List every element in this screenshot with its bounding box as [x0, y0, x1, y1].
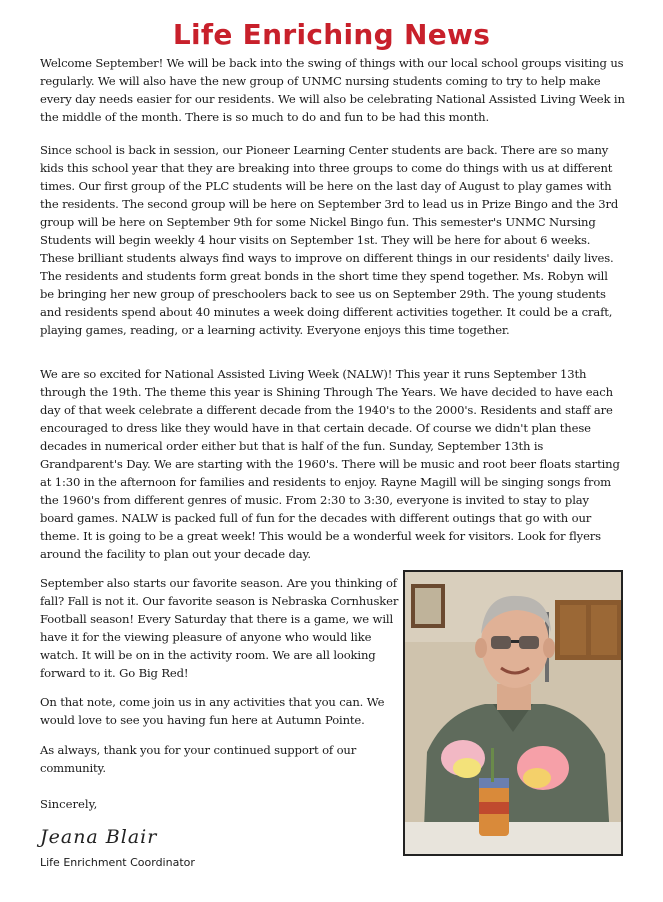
newsletter-title: Life Enriching News: [172, 18, 491, 51]
paragraph-school: Since school is back in session, our Pioneer Learning Center students are back. There are so many kids this school year that they are breaking into three groups to come do things with us at different times. Our first group of the PLC students will be here on the last day of August to play games with the residents. The second group will be here on September 3rd to lead us in Prize Bingo and the 3rd group will be here on September 9th for some Nickel Bingo fun. This semester's UNMC Nursing Students will begin weekly 4 hour visits on September 1st. They will be here for about 6 weeks. These brilliant students always find ways to improve on different things in our residents' daily lives. The residents and students form great bonds in the short time they spend together. Ms. Robyn will be bringing her new group of preschoolers back to see us on September 29th. The young students and residents spend about 40 minutes a week doing different activities together. It could be a craft, playing games, reading, or a learning activity. Everyone enjoys this time together.: [40, 143, 619, 337]
paragraph-join: On that note, come join us in any activities that you can. We would love to see you having fun here at Autumn Pointe.: [40, 695, 385, 727]
paragraph-welcome: Welcome September! We will be back into the swing of things with our local school groups visiting us regularly. We will also have the new group of UNMC nursing students coming to try to help make every day needs easier for our residents. We will also be celebrating National Assisted Living Week in the middle of the month. There is so much to do and fun to be had this month.: [40, 56, 625, 124]
signature: Jeana Blair: [40, 826, 158, 848]
resident-photo-illustration: [405, 572, 621, 854]
paragraph-thanks: As always, thank you for your continued support of our community.: [40, 743, 357, 775]
paragraph-football: September also starts our favorite season. Are you thinking of fall? Fall is not it. Our favorite season is Nebraska Cornhusker Football season! Every Saturday that there is a game, we will have it for the viewing pleasure of anyone who would like watch. It will be on in the activity room. We are all looking forward to it. Go Big Red!: [40, 576, 399, 680]
closing-line: Sincerely,: [40, 797, 98, 811]
signer-title: Life Enrichment Coordinator: [40, 856, 195, 869]
resident-photo: [403, 570, 623, 856]
paragraph-nalw: We are so excited for National Assisted Living Week (NALW)! This year it runs September 13th through the 19th. The theme this year is Shining Through The Years. We have decided to have each day of that week celebrate a different decade from the 1940's to the 2000's. Residents and staff are encouraged to dress like they would have in that certain decade. Of course we didn't plan these decades in numerical order either but that is half of the fun. Sunday, September 13th is Grandparent's Day. We are starting with the 1960's. There will be music and root beer floats starting at 1:30 in the afternoon for families and residents to enjoy. Rayne Magill will be singing songs from the 1960's from different genres of music. From 2:30 to 3:30, everyone is invited to stay to play board games. NALW is packed full of fun for the decades with different outings that go with our theme. It is going to be a great week! This would be a wonderful week for visitors. Look for flyers around the facility to plan out your decade day.: [40, 367, 620, 561]
